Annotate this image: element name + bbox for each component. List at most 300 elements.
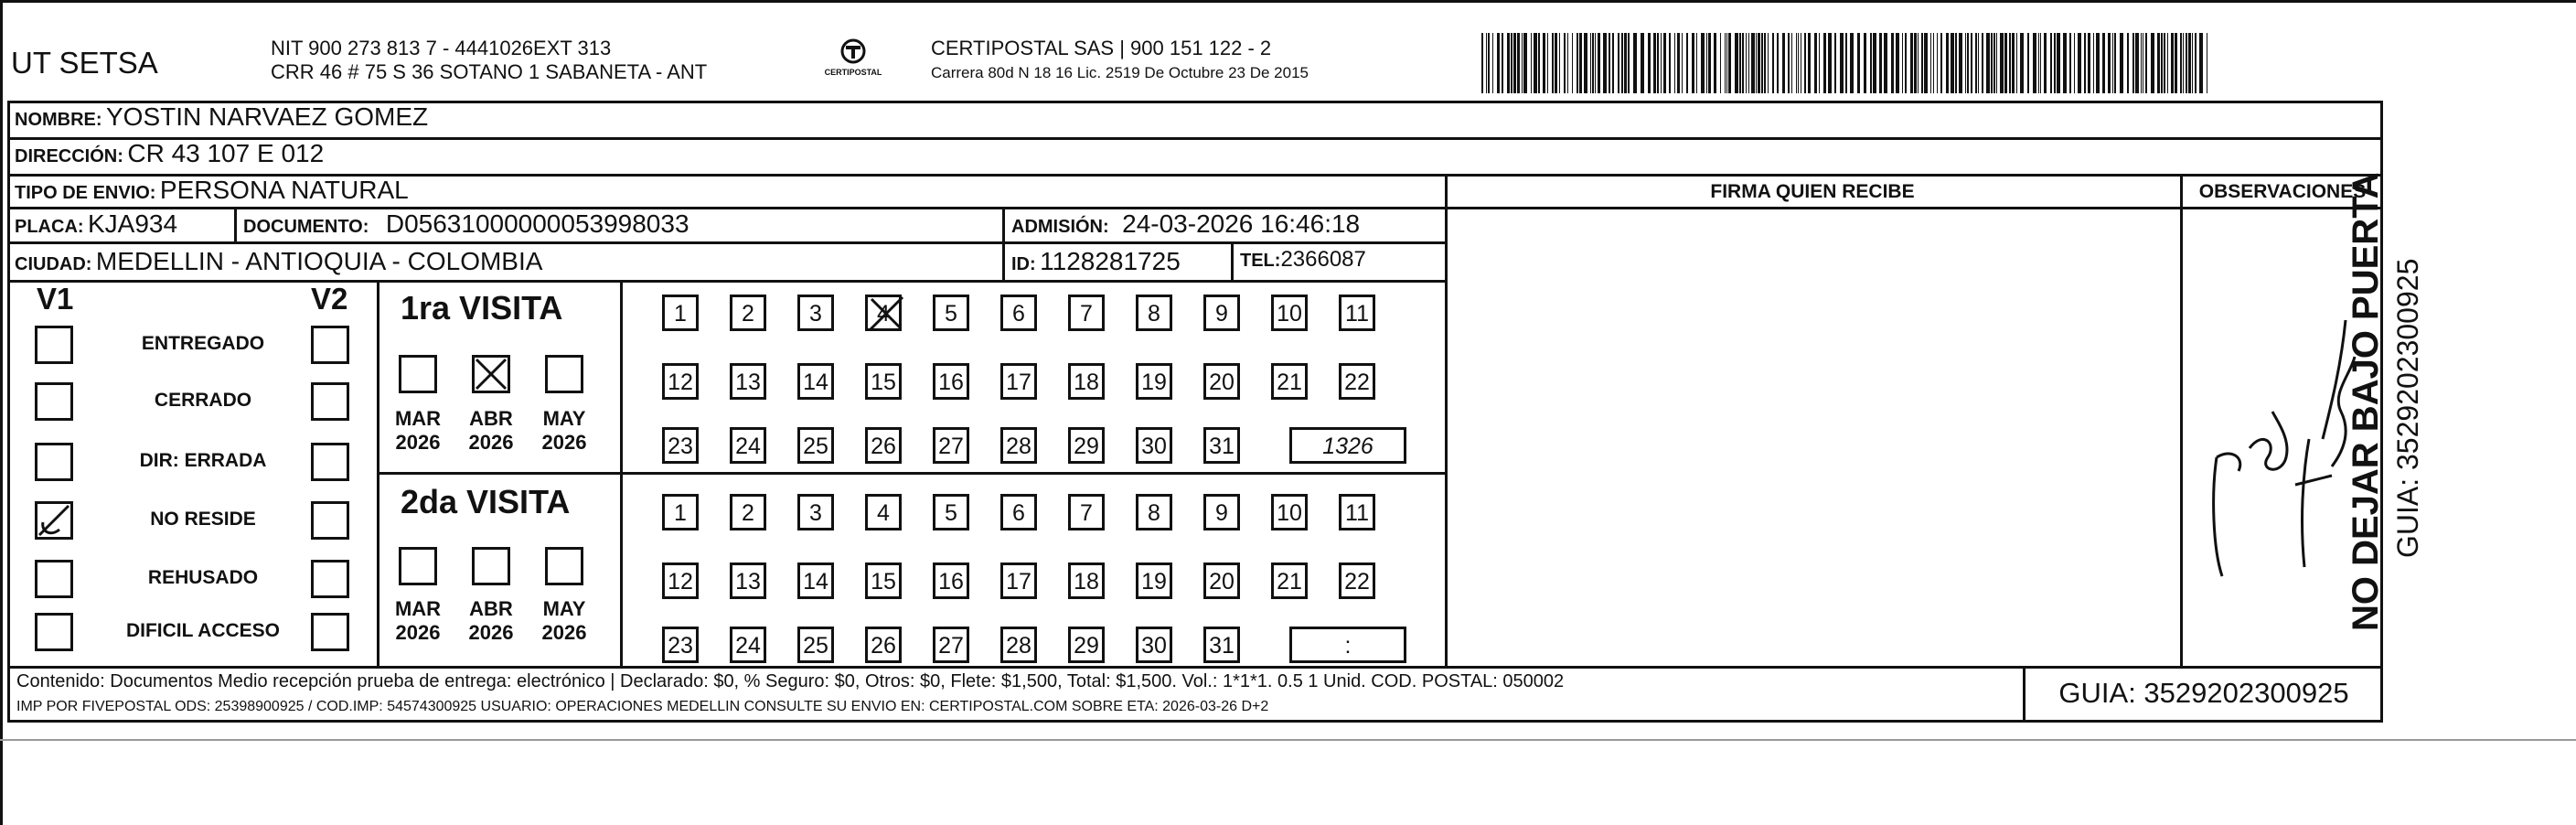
status-label-entregado: ENTREGADO [141, 333, 265, 354]
barcode-bar [1653, 33, 1656, 93]
barcode-bar [1481, 33, 1483, 93]
barcode-bar [1701, 33, 1705, 93]
barcode-bar [1967, 33, 1969, 93]
barcode-bar [1808, 33, 1811, 93]
barcode-bar [1590, 33, 1591, 93]
admision-value: 24-03-2026 16:46:18 [1122, 209, 1361, 238]
barcode-bar [1891, 33, 1894, 93]
v1-label: V1 [37, 282, 74, 316]
v2-day-30[interactable]: 30 [1136, 627, 1172, 663]
company-nit: NIT 900 273 813 7 - 4441026EXT 313 [271, 37, 612, 59]
barcode-bar [1633, 33, 1637, 93]
barcode-bar [1677, 33, 1680, 93]
barcode-bar [2120, 33, 2123, 93]
barcode-bar [2151, 33, 2154, 93]
year-label-may: 2026 [541, 431, 587, 454]
barcode-bar [1951, 33, 1954, 93]
v1-day-14[interactable]: 14 [797, 363, 834, 400]
ciudad-label: CIUDAD: [15, 254, 92, 274]
barcode-bar [1511, 33, 1512, 93]
status-label-cerrado: CERRADO [154, 390, 252, 411]
barcode-bar [2054, 33, 2056, 93]
barcode-bar [2102, 33, 2105, 93]
barcode-bar [1823, 33, 1826, 93]
v1-day-5[interactable]: 5 [933, 295, 969, 331]
barcode-bar [1864, 33, 1866, 93]
logo-text: CERTIPOSTAL [824, 68, 882, 77]
barcode-bar [1764, 33, 1766, 93]
firma-header: FIRMA QUIEN RECIBE [1710, 181, 1915, 202]
v2-checkbox-no-reside[interactable] [311, 501, 349, 540]
v2-day-2[interactable]: 2 [730, 494, 766, 530]
barcode-bar [2186, 33, 2187, 93]
nombre-value: YOSTIN NARVAEZ GOMEZ [106, 102, 429, 131]
barcode-bar [2188, 33, 2191, 93]
v2-day-6[interactable]: 6 [1000, 494, 1037, 530]
barcode-bar [2057, 33, 2060, 93]
v1-day-16[interactable]: 16 [933, 363, 969, 400]
left-edge [0, 0, 3, 825]
v1-day-1[interactable]: 1 [662, 295, 699, 331]
barcode-bar [2069, 33, 2071, 93]
direccion-value: CR 43 107 E 012 [127, 139, 325, 167]
certipostal-license: Carrera 80d N 18 16 Lic. 2519 De Octubre 23 De 2015 [931, 64, 1309, 81]
v2-day-8[interactable]: 8 [1136, 494, 1172, 530]
barcode-bar [1735, 33, 1738, 93]
barcode-bar [2114, 33, 2116, 93]
v2-day-15[interactable]: 15 [865, 562, 902, 599]
v2-day-26[interactable]: 26 [865, 627, 902, 663]
barcode-bar [1572, 33, 1573, 93]
v1-day-26[interactable]: 26 [865, 427, 902, 464]
barcode-bar [1918, 33, 1919, 93]
v2-time-box[interactable]: : [1289, 627, 1406, 663]
side-no-dejar: NO DEJAR BAJO PUERTA [2346, 172, 2386, 631]
tipo-label: TIPO DE ENVIO: [15, 183, 156, 203]
v1-day-24[interactable]: 24 [730, 427, 766, 464]
v1-day-10[interactable]: 10 [1271, 295, 1308, 331]
barcode-bar [1828, 33, 1832, 93]
v1-day-12[interactable]: 12 [662, 363, 699, 400]
nombre-label: NOMBRE: [15, 110, 102, 130]
barcode-bar [2004, 33, 2007, 93]
certipostal-info: CERTIPOSTAL SAS | 900 151 122 - 2 [931, 37, 1272, 59]
barcode-bar [1902, 33, 1903, 93]
v2-checkbox-dir-errada[interactable] [311, 443, 349, 481]
barcode-bar [1486, 33, 1487, 93]
v2-day-9[interactable]: 9 [1203, 494, 1240, 530]
v1-day-22[interactable]: 22 [1339, 363, 1375, 400]
month-label-may: MAY [542, 407, 586, 430]
v1-day-21[interactable]: 21 [1271, 363, 1308, 400]
v1-day-9[interactable]: 9 [1203, 295, 1240, 331]
barcode-bar [1746, 33, 1747, 93]
barcode-bar [1543, 33, 1545, 93]
barcode-bar [1978, 33, 1979, 93]
barcode-bar [2033, 33, 2036, 93]
v2-day-19[interactable]: 19 [1136, 562, 1172, 599]
month-box-mar-2[interactable] [399, 547, 437, 585]
barcode-bar [2157, 33, 2160, 93]
documento-label: DOCUMENTO: [243, 217, 369, 237]
barcode-bar [1937, 33, 1938, 93]
top-edge [0, 0, 2576, 3]
barcode-bar [2199, 33, 2203, 93]
v1-checkbox-dificil-acceso[interactable] [35, 613, 73, 651]
barcode-bar [2096, 33, 2100, 93]
v2-day-27[interactable]: 27 [933, 627, 969, 663]
barcode-bar [1564, 33, 1566, 93]
barcode-bar [1674, 33, 1675, 93]
barcode-bar [1592, 33, 1594, 93]
barcode-bar [1993, 33, 1995, 93]
barcode-bar [1598, 33, 1600, 93]
barcode-bar [2127, 33, 2129, 93]
barcode-bar [2141, 33, 2142, 93]
barcode-bar [1777, 33, 1779, 93]
barcode-bar [1991, 33, 1993, 93]
barcode-bar [2167, 33, 2168, 93]
barcode-bar [2044, 33, 2047, 93]
barcode-bar [1534, 33, 1537, 93]
v1-day-4[interactable]: 4 [865, 295, 902, 331]
barcode-bar [1971, 33, 1972, 93]
tel-value: 2366087 [1280, 247, 1366, 272]
bottom-line [0, 739, 2576, 741]
v2-day-28[interactable]: 28 [1000, 627, 1037, 663]
barcode-bar [1559, 33, 1560, 93]
barcode-bar [1720, 33, 1721, 93]
barcode-bar [1930, 33, 1931, 93]
barcode-bar [2164, 33, 2165, 93]
v2-day-22[interactable]: 22 [1339, 562, 1375, 599]
barcode-bar [2027, 33, 2029, 93]
barcode-bar [1873, 33, 1876, 93]
barcode-bar [1905, 33, 1907, 93]
barcode-bar [1798, 33, 1799, 93]
barcode-bar [1621, 33, 1623, 93]
barcode-bar [1739, 33, 1741, 93]
v2-day-5[interactable]: 5 [933, 494, 969, 530]
barcode-bar [1648, 33, 1651, 93]
v2-day-25[interactable]: 25 [797, 627, 834, 663]
barcode-bar [1663, 33, 1666, 93]
first-visit-months [394, 355, 609, 465]
barcode-bar [1657, 33, 1659, 93]
v2-checkbox-rehusado[interactable] [311, 560, 349, 598]
barcode-bar [1603, 33, 1607, 93]
side-guia: GUIA: 3529202300925 [2391, 258, 2424, 558]
month-label-may-2: MAY [542, 597, 586, 620]
v2-day-7[interactable]: 7 [1068, 494, 1105, 530]
second-visit-title: 2da VISITA [401, 483, 571, 520]
company-address: CRR 46 # 75 S 36 SOTANO 1 SABANETA - ANT [271, 60, 708, 83]
barcode-bar [1975, 33, 1977, 93]
v1-checkbox-no-reside[interactable] [35, 501, 73, 540]
id-value: 1128281725 [1040, 247, 1181, 275]
barcode-bar [1834, 33, 1836, 93]
barcode-bar [1924, 33, 1928, 93]
barcode-bar [1768, 33, 1769, 93]
v2-label: V2 [311, 282, 348, 316]
v1-day-17[interactable]: 17 [1000, 363, 1037, 400]
barcode-bar [1584, 33, 1587, 93]
barcode-bar [1758, 33, 1760, 93]
v2-day-12[interactable]: 12 [662, 562, 699, 599]
barcode-bar [1857, 33, 1860, 93]
month-label-mar-2: MAR [394, 597, 442, 620]
barcode-bar [1884, 33, 1887, 93]
barcode-bar [1870, 33, 1872, 93]
v1-day-11[interactable]: 11 [1339, 295, 1375, 331]
barcode-bar [2161, 33, 2163, 93]
barcode-bar [1523, 33, 1527, 93]
v2-day-17[interactable]: 17 [1000, 562, 1037, 599]
barcode-bar [1986, 33, 1990, 93]
v1-day-20[interactable]: 20 [1203, 363, 1240, 400]
month-box-abr-2[interactable] [472, 547, 510, 585]
barcode-bar [1507, 33, 1510, 93]
barcode-bar [2038, 33, 2039, 93]
barcode-bar [1686, 33, 1688, 93]
barcode-bar [1761, 33, 1763, 93]
v2-day-13[interactable]: 13 [730, 562, 766, 599]
ciudad-value: MEDELLIN - ANTIOQUIA - COLOMBIA [95, 247, 543, 275]
v1-day-29[interactable]: 29 [1068, 427, 1105, 464]
barcode-bar [1965, 33, 1966, 93]
barcode-bar [1618, 33, 1619, 93]
v1-day-18[interactable]: 18 [1068, 363, 1105, 400]
year-label-mar-2: 2026 [395, 621, 441, 644]
barcode-bar [2135, 33, 2139, 93]
certipostal-logo [812, 35, 894, 90]
barcode-bar [1728, 33, 1731, 93]
status-label-dificil-acceso: DIFICIL ACCESO [125, 620, 280, 641]
barcode-bar [1933, 33, 1934, 93]
v2-checkbox-entregado[interactable] [311, 326, 349, 364]
barcode-bar [1552, 33, 1554, 93]
barcode-bar [1641, 33, 1644, 93]
barcode-bar [1706, 33, 1707, 93]
barcode-bar [1756, 33, 1757, 93]
v1-day-8[interactable]: 8 [1136, 295, 1172, 331]
barcode-bar [1492, 33, 1493, 93]
barcode-bar [1725, 33, 1726, 93]
v2-day-18[interactable]: 18 [1068, 562, 1105, 599]
barcode-bar [1940, 33, 1942, 93]
footer-contenido: Contenido: Documentos Medio recepción prueba de entrega: electrónico | Declarado: $0, % Seguro: $0, Otros: $0, Flete: $1,500, Total: $1,500. Vol.: 1*1*1. 0.5 1 Unid. COD. POSTAL: 050002 [16, 671, 1565, 691]
barcode-bar [1850, 33, 1854, 93]
v2-day-11[interactable]: 11 [1339, 494, 1375, 530]
barcode-bar [1845, 33, 1847, 93]
v1-checkbox-cerrado[interactable] [35, 382, 73, 421]
v1-checkbox-rehusado[interactable] [35, 560, 73, 598]
year-label-may-2: 2026 [541, 621, 587, 644]
barcode-bar [2195, 33, 2197, 93]
barcode-bar [1579, 33, 1582, 93]
v1-day-7[interactable]: 7 [1068, 295, 1105, 331]
barcode-bar [1772, 33, 1774, 93]
status-label-dir-errada: DIR: ERRADA [139, 450, 267, 471]
footer-imp: IMP POR FIVEPOSTAL ODS: 25398900925 / COD.IMP: 54574300925 USUARIO: OPERACIONES MEDELLIN CONSULTE SU ENVIO EN: CERTIPOSTAL.COM SOBRE ETA: 2026-03-26 D+2 [16, 699, 1269, 714]
barcode-bar [1669, 33, 1671, 93]
barcode-bar [2078, 33, 2081, 93]
barcode-bar [1791, 33, 1792, 93]
month-box-mar[interactable] [399, 355, 437, 393]
year-label-abr: 2026 [468, 431, 514, 454]
observation-handwriting [2195, 274, 2368, 640]
barcode-bar [1661, 33, 1662, 93]
company-name: UT SETSA [11, 46, 158, 80]
barcode-bar [1538, 33, 1540, 93]
v1-day-31[interactable]: 31 [1203, 427, 1240, 464]
barcode-bar [1955, 33, 1957, 93]
barcode-bar [1497, 33, 1500, 93]
v1-day-13[interactable]: 13 [730, 363, 766, 400]
barcode-bar [1612, 33, 1614, 93]
v1-day-15[interactable]: 15 [865, 363, 902, 400]
placa-value: KJA934 [88, 209, 178, 238]
v1-day-6[interactable]: 6 [1000, 295, 1037, 331]
first-visit-title: 1ra VISITA [401, 289, 563, 327]
v1-time-box[interactable]: 1326 [1289, 427, 1406, 464]
barcode-bar [2063, 33, 2067, 93]
v2-day-29[interactable]: 29 [1068, 627, 1105, 663]
status-label-rehusado: REHUSADO [147, 567, 259, 588]
barcode-bar [1796, 33, 1797, 93]
barcode-bar [2171, 33, 2174, 93]
v1-checkbox-entregado[interactable] [35, 326, 73, 364]
barcode-bar [1513, 33, 1516, 93]
v1-day-30[interactable]: 30 [1136, 427, 1172, 464]
month-box-may[interactable] [545, 355, 583, 393]
barcode-bar [1788, 33, 1790, 93]
v1-day-19[interactable]: 19 [1136, 363, 1172, 400]
barcode-bar [1910, 33, 1913, 93]
tel-label: TEL: [1240, 251, 1281, 271]
barcode-bar [2175, 33, 2177, 93]
month-label-mar: MAR [394, 407, 442, 430]
status-label-no-reside: NO RESIDE [150, 509, 256, 530]
v2-checkbox-dificil-acceso[interactable] [311, 613, 349, 651]
barcode-bar [2009, 33, 2011, 93]
barcode-bar [1751, 33, 1755, 93]
barcode-bar [1914, 33, 1917, 93]
month-box-abr[interactable] [472, 355, 510, 393]
barcode-bar [1522, 33, 1523, 93]
barcode-bar [2088, 33, 2090, 93]
v2-day-14[interactable]: 14 [797, 562, 834, 599]
year-label-mar: 2026 [395, 431, 441, 454]
barcode-bar [1714, 33, 1716, 93]
documento-value: D05631000000053998033 [385, 209, 689, 238]
barcode-bar [2016, 33, 2017, 93]
v2-day-23[interactable]: 23 [662, 627, 699, 663]
month-box-may-2[interactable] [545, 547, 583, 585]
barcode-bar [1567, 33, 1568, 93]
barcode-bar [2093, 33, 2094, 93]
barcode-bar [1502, 33, 1503, 93]
v2-checkbox-cerrado[interactable] [311, 382, 349, 421]
barcode-bar [1819, 33, 1820, 93]
barcode-bar [2084, 33, 2086, 93]
barcode-bar [2000, 33, 2004, 93]
barcode-bar [1696, 33, 1697, 93]
barcode-bar [1946, 33, 1949, 93]
observaciones-header: OBSERVACIONES [2198, 181, 2367, 202]
barcode-bar [1996, 33, 1997, 93]
month-label-abr-2: ABR [469, 597, 513, 620]
v1-day-28[interactable]: 28 [1000, 427, 1037, 464]
id-label: ID: [1011, 254, 1036, 274]
v2-day-31[interactable]: 31 [1203, 627, 1240, 663]
barcode-bar [1595, 33, 1596, 93]
barcode-bar [1547, 33, 1548, 93]
barcode-bar [1959, 33, 1962, 93]
barcode-bar [2020, 33, 2024, 93]
barcode-bar [2145, 33, 2147, 93]
admision-label: ADMISIÓN: [1011, 217, 1109, 237]
barcode-bar [1692, 33, 1694, 93]
barcode-bar [2040, 33, 2041, 93]
barcode-bar [1517, 33, 1520, 93]
barcode-bar [1488, 33, 1490, 93]
footer-guia: GUIA: 3529202300925 [2058, 677, 2349, 709]
barcode-bar [2112, 33, 2113, 93]
barcode-bar [1782, 33, 1785, 93]
barcode-bar [1982, 33, 1983, 93]
second-visit-months [394, 547, 609, 657]
tipo-value: PERSONA NATURAL [159, 176, 409, 204]
v2-day-10[interactable]: 10 [1271, 494, 1308, 530]
barcode-bar [2012, 33, 2015, 93]
barcode-bar [2108, 33, 2111, 93]
barcode-bar [1708, 33, 1711, 93]
v1-day-25[interactable]: 25 [797, 427, 834, 464]
v1-day-2[interactable]: 2 [730, 295, 766, 331]
barcode-bar [1879, 33, 1882, 93]
v2-day-3[interactable]: 3 [797, 494, 834, 530]
v2-day-4[interactable]: 4 [865, 494, 902, 530]
barcode-bar [1726, 33, 1727, 93]
v2-day-16[interactable]: 16 [933, 562, 969, 599]
v2-day-1[interactable]: 1 [662, 494, 699, 530]
barcode-bar [2183, 33, 2184, 93]
barcode-bar [2192, 33, 2193, 93]
year-label-abr-2: 2026 [468, 621, 514, 644]
barcode-bar [1555, 33, 1557, 93]
barcode-bar [1682, 33, 1683, 93]
v1-day-3[interactable]: 3 [797, 295, 834, 331]
v1-checkbox-dir-errada[interactable] [35, 443, 73, 481]
v2-day-24[interactable]: 24 [730, 627, 766, 663]
barcode-bar [1921, 33, 1923, 93]
month-label-abr: ABR [469, 407, 513, 430]
barcode-bar [2050, 33, 2052, 93]
barcode-bar [1624, 33, 1627, 93]
direccion-label: DIRECCIÓN: [15, 146, 123, 166]
v2-day-21[interactable]: 21 [1271, 562, 1308, 599]
barcode-bar [1840, 33, 1844, 93]
barcode-bar [1804, 33, 1806, 93]
v1-day-23[interactable]: 23 [662, 427, 699, 464]
v1-day-27[interactable]: 27 [933, 427, 969, 464]
barcode-bar [2132, 33, 2134, 93]
v2-day-20[interactable]: 20 [1203, 562, 1240, 599]
barcode-bar [1628, 33, 1630, 93]
barcode-bar [1748, 33, 1749, 93]
barcode-bar [1577, 33, 1578, 93]
